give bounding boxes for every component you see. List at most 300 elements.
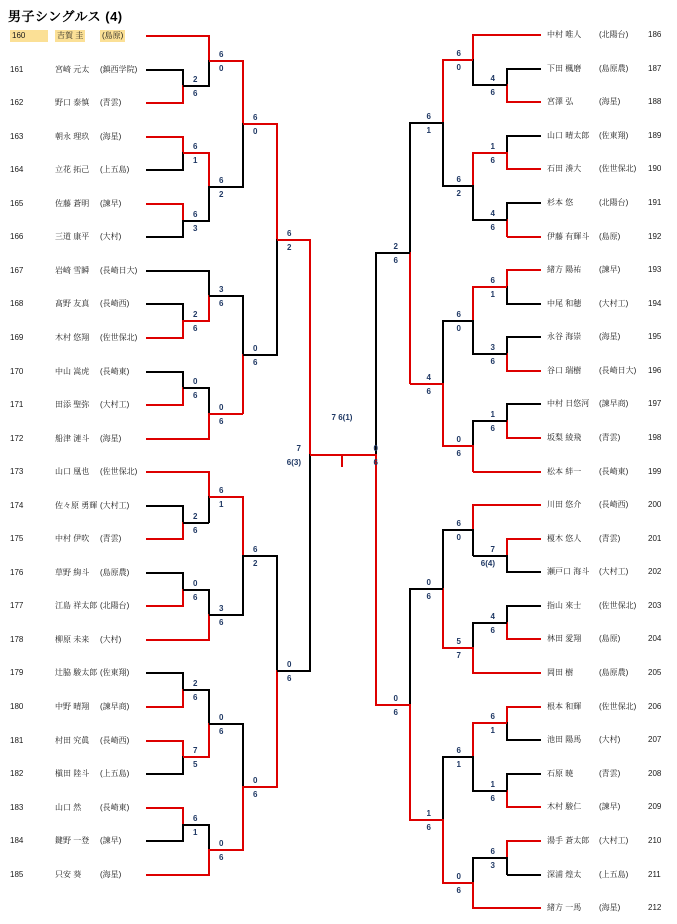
bracket-line (242, 60, 244, 125)
player-number: 198 (648, 433, 662, 442)
match-score: 6 (456, 519, 461, 529)
bracket-line (183, 756, 209, 758)
player-number: 171 (10, 400, 24, 409)
player-club: (佐世保北) (599, 600, 637, 610)
player-number: 166 (10, 232, 24, 242)
bracket-line (442, 756, 444, 821)
match-score: 4 (490, 611, 495, 621)
bracket-line (472, 857, 474, 884)
player-name: 岩崎 雪瞬 (55, 265, 90, 275)
bracket-line (507, 840, 541, 842)
player-club: (佐世保北) (100, 467, 138, 477)
match-score: 6 (490, 357, 495, 366)
bracket-line (209, 614, 243, 616)
match-score: 6 (193, 324, 198, 334)
match-score: 1 (490, 779, 495, 789)
player-name: 瀬戸口 海斗 (547, 567, 590, 577)
match-score: 1 (490, 410, 495, 420)
match-score: 2 (393, 242, 398, 252)
match-score: 1 (219, 500, 224, 510)
bracket-line (473, 504, 541, 506)
bracket-line (443, 445, 473, 447)
bracket-line (243, 123, 277, 125)
bracket-line (183, 220, 209, 222)
bracket-line (146, 303, 183, 305)
match-score: 6 (456, 449, 461, 459)
bracket-line (242, 555, 244, 616)
bracket-line (146, 874, 209, 876)
player-number: 175 (10, 534, 24, 544)
player-name: 草野 絢斗 (55, 567, 90, 577)
bracket-line (208, 186, 210, 222)
match-score: 6 (219, 416, 224, 426)
match-score: 6 (193, 592, 198, 602)
match-score: 6 (219, 486, 224, 496)
bracket-line (507, 538, 541, 540)
player-club: (島原農) (599, 668, 629, 677)
bracket-line (472, 445, 474, 472)
bracket-line (309, 454, 311, 672)
player-club: (青雲) (599, 433, 621, 442)
match-score: 7 (193, 746, 198, 756)
match-score: 1 (193, 156, 198, 166)
player-name: 三道 康平 (55, 232, 90, 242)
bracket-line (409, 252, 411, 384)
bracket-line (472, 756, 474, 792)
bracket-line (473, 219, 507, 221)
bracket-line (209, 849, 243, 851)
bracket-line (409, 588, 411, 706)
bracket-line (506, 857, 508, 876)
match-score: 1 (490, 289, 495, 299)
bracket-line (472, 882, 474, 909)
player-club: (海星) (599, 97, 621, 107)
bracket-line (208, 152, 210, 188)
player-name: 槇田 陸斗 (55, 769, 90, 779)
player-club: (島原) (599, 634, 621, 644)
match-score: 3 (490, 343, 495, 352)
bracket-line (146, 773, 183, 775)
player-number: 207 (648, 735, 662, 745)
match-score: 6 (219, 299, 224, 308)
player-number: 184 (10, 836, 24, 846)
bracket-line (208, 689, 210, 725)
match-score: 3 (490, 860, 495, 870)
player-club: (長崎東) (100, 366, 130, 376)
final-score: 7 6(1) (331, 413, 353, 422)
bracket-line (472, 647, 474, 674)
player-name: 中野 晴翔 (55, 702, 90, 711)
match-score: 7 (296, 444, 301, 453)
player-name: 宮澤 弘 (547, 97, 574, 107)
bracket-line (276, 670, 278, 787)
match-score: 6 (219, 617, 224, 627)
bracket-line (208, 471, 210, 498)
match-score: 1 (426, 126, 431, 136)
player-number: 212 (648, 903, 662, 913)
bracket-line (242, 295, 244, 356)
player-club: (海星) (100, 131, 122, 141)
match-score: 6 (219, 726, 224, 736)
player-number: 161 (10, 64, 24, 74)
player-club: (諫早) (100, 198, 122, 208)
player-name: 立花 拓己 (55, 165, 90, 175)
bracket-line (507, 571, 541, 573)
bracket-line (507, 370, 541, 372)
bracket-line (506, 790, 508, 809)
bracket-line (183, 589, 209, 591)
bracket-line (443, 756, 473, 758)
match-score: 0 (219, 838, 224, 848)
player-name: 杉本 悠 (547, 197, 574, 207)
player-club: (大村) (100, 634, 122, 644)
match-score: 0 (219, 64, 224, 74)
bracket-line (182, 589, 184, 608)
bracket-line (182, 689, 184, 708)
player-number: 168 (10, 299, 24, 309)
match-score: 5 (193, 760, 198, 770)
bracket-line (507, 101, 541, 103)
bracket-line (309, 239, 311, 457)
bracket-line (443, 320, 473, 322)
player-club: (青雲) (100, 98, 122, 108)
bracket-line (506, 353, 508, 372)
player-club: (佐東翔) (100, 668, 130, 678)
player-number: 209 (648, 802, 662, 812)
bracket-line (183, 320, 209, 322)
bracket-line (208, 614, 210, 641)
player-club: (青雲) (100, 534, 122, 544)
match-score: 0 (253, 127, 258, 137)
player-name: 榎木 悠人 (547, 533, 582, 543)
bracket-line (473, 152, 507, 154)
match-score: 6 (193, 693, 198, 703)
bracket-line (507, 403, 541, 405)
bracket-line (507, 437, 541, 439)
match-score: 1 (490, 141, 495, 151)
player-club: (佐東翔) (599, 130, 629, 140)
player-name: 根本 和輝 (547, 701, 582, 711)
bracket-line (182, 522, 184, 541)
match-score: 6 (490, 712, 495, 722)
match-score: 2 (193, 75, 198, 85)
player-name: 山口 然 (55, 802, 82, 812)
bracket-line (507, 336, 541, 338)
match-score: 6 (456, 746, 461, 755)
player-number: 211 (648, 869, 661, 879)
bracket-line (473, 286, 507, 288)
player-number: 167 (10, 265, 24, 275)
player-number: 202 (648, 567, 662, 577)
player-club: (諫早) (599, 802, 621, 812)
bracket-line (146, 740, 183, 742)
bracket-line (473, 353, 507, 355)
player-name: 湯手 蒼太郎 (547, 835, 590, 845)
bracket-line (410, 819, 443, 821)
bracket-line (146, 706, 183, 708)
player-name: 緒方 陽祐 (547, 265, 582, 275)
player-number: 183 (10, 802, 24, 812)
player-name: 野口 泰慎 (55, 98, 90, 108)
bracket-line (182, 756, 184, 775)
match-score: 6 (219, 50, 224, 60)
bracket-line (183, 152, 209, 154)
player-club: (諫早商) (100, 702, 130, 711)
match-score: 0 (193, 377, 198, 387)
match-score: 0 (456, 435, 461, 445)
match-score: 6(4) (480, 558, 495, 568)
match-score: 0 (426, 578, 431, 588)
bracket-line (243, 786, 277, 788)
player-number: 199 (648, 466, 662, 476)
player-club: (大村工) (599, 298, 629, 308)
bracket-line (443, 882, 473, 884)
player-name: 田添 聖弥 (55, 400, 90, 409)
bracket-line (473, 555, 507, 557)
bracket-line (242, 354, 244, 415)
player-number: 196 (648, 365, 662, 375)
bracket-line (208, 589, 210, 616)
player-number: 203 (648, 600, 662, 610)
match-score: 3 (193, 223, 198, 233)
player-club: (島原農) (100, 567, 130, 577)
bracket-line (146, 371, 183, 373)
player-name: 永谷 海崇 (547, 332, 582, 342)
match-score: 0 (219, 712, 224, 722)
match-score: 0 (456, 323, 461, 333)
bracket-line (442, 122, 444, 187)
player-club: (佐世保北) (599, 701, 637, 711)
bracket-line (472, 722, 474, 758)
match-score: 0 (193, 578, 198, 588)
match-score: 6 (490, 222, 495, 232)
player-club: (青雲) (599, 768, 621, 778)
bracket-line (507, 874, 541, 876)
player-name: 木村 悠翔 (55, 333, 90, 342)
bracket-line (409, 122, 411, 254)
player-club: (長崎日大) (599, 365, 637, 375)
player-name: 鍵野 一登 (55, 836, 90, 846)
player-number: 197 (648, 399, 662, 409)
player-number: 191 (648, 197, 662, 207)
bracket-line (472, 320, 474, 356)
bracket-line (209, 295, 243, 297)
player-name: 緒方 一馬 (547, 903, 582, 913)
player-name: 下田 楓磨 (547, 63, 582, 73)
bracket-line (209, 413, 243, 415)
player-club: (上五島) (599, 869, 629, 879)
bracket-line (409, 704, 411, 821)
player-club: (島原) (599, 231, 621, 241)
match-score: 0 (253, 343, 258, 353)
player-number: 206 (648, 701, 662, 711)
match-score: 6 (490, 155, 495, 165)
player-number: 190 (648, 164, 662, 174)
match-score: 6 (490, 88, 495, 98)
match-score: 0 (456, 63, 461, 73)
player-name: 辻脇 駿太郎 (55, 668, 98, 678)
bracket-line (473, 722, 507, 724)
bracket-line (507, 202, 541, 204)
bracket-line (507, 68, 541, 70)
player-name: 中尾 和穂 (547, 298, 582, 308)
match-score: 3 (219, 285, 224, 294)
match-score: 2 (253, 559, 258, 569)
player-number: 170 (10, 366, 24, 376)
bracket-line (146, 270, 209, 272)
player-name: 村田 究眞 (55, 735, 90, 745)
bracket-line (182, 220, 184, 239)
player-number: 177 (10, 601, 24, 611)
match-score: 5 (456, 636, 461, 646)
bracket-line (472, 152, 474, 188)
bracket-line (183, 824, 209, 826)
player-name: 髙野 友真 (55, 299, 90, 309)
match-score: 6 (426, 823, 431, 832)
bracket-line (146, 840, 183, 842)
player-club: (長崎西) (100, 735, 130, 745)
player-club: (長崎西) (100, 299, 130, 309)
player-club: (北陽台) (100, 601, 130, 611)
bracket-line (182, 152, 184, 171)
match-score: 4 (490, 208, 495, 218)
player-club: (長崎西) (599, 500, 629, 510)
bracket-line (243, 555, 277, 557)
bracket-line (507, 773, 541, 775)
player-name: 宮崎 元太 (55, 64, 90, 74)
player-number: 179 (10, 668, 24, 678)
match-score: 6 (490, 275, 495, 285)
player-number: 195 (648, 332, 662, 342)
player-club: (大村) (599, 735, 621, 745)
bracket-line (507, 605, 541, 607)
player-number: 194 (648, 298, 662, 308)
bracket-line (507, 269, 541, 271)
player-number: 185 (10, 869, 24, 879)
match-score: 6 (456, 309, 461, 319)
player-number: 192 (648, 231, 662, 241)
bracket-line (442, 588, 444, 649)
bracket-line (443, 529, 473, 531)
player-number: 210 (648, 835, 662, 845)
match-score: 0 (456, 871, 461, 881)
match-score: 6 (287, 228, 292, 238)
match-score: 6 (456, 49, 461, 59)
bracket-line (146, 807, 183, 809)
player-club: (諫早) (599, 265, 621, 275)
match-score: 1 (193, 827, 198, 837)
match-score: 6 (426, 386, 431, 396)
player-number: 181 (10, 735, 24, 745)
match-score: 3 (219, 603, 224, 613)
bracket-line (507, 303, 541, 305)
match-score: 2 (193, 679, 198, 689)
bracket-line (506, 152, 508, 171)
player-name: 深浦 煌太 (547, 869, 582, 879)
bracket-line (182, 320, 184, 339)
match-score: 2 (287, 242, 292, 252)
bracket-line (442, 819, 444, 884)
page-title: 男子シングルス (4) (8, 9, 123, 24)
player-number: 186 (648, 30, 662, 39)
player-club: (上五島) (100, 165, 130, 175)
player-club: (長崎東) (599, 466, 629, 476)
bracket-line (473, 790, 507, 792)
bracket-line (472, 286, 474, 322)
player-name: 中村 日悠河 (547, 399, 590, 409)
match-score: 6 (490, 424, 495, 434)
bracket-line (242, 496, 244, 557)
bracket-line (310, 454, 342, 456)
player-club: (北陽台) (599, 30, 629, 39)
player-name: 岡田 樹 (547, 668, 574, 677)
match-score: 6 (456, 885, 461, 895)
bracket-line (183, 522, 209, 524)
player-name: 林田 愛翔 (547, 634, 582, 644)
bracket-line (146, 572, 183, 574)
player-number: 174 (10, 500, 24, 510)
player-number: 182 (10, 769, 24, 779)
player-club: (鎮西学院) (100, 64, 138, 74)
match-score: 0 (393, 693, 398, 703)
bracket-line (473, 907, 541, 909)
player-name: 石原 暁 (547, 768, 574, 778)
match-score: 6 (373, 458, 378, 467)
match-score: 6 (193, 391, 198, 401)
bracket-line (208, 295, 210, 322)
bracket-line (507, 638, 541, 640)
match-score: 6(3) (286, 458, 301, 467)
match-score: 6 (193, 525, 198, 535)
player-club: (青雲) (599, 533, 621, 543)
match-score: 1 (426, 809, 431, 818)
bracket-line (375, 252, 377, 456)
player-number: 176 (10, 567, 24, 577)
player-number: 178 (10, 634, 24, 644)
bracket-line (442, 59, 444, 124)
bracket-line (277, 670, 310, 672)
player-name: 吉賀 圭 (57, 31, 84, 40)
bracket-line (208, 413, 210, 440)
match-score: 6 (193, 813, 198, 823)
player-name: 朝永 理玖 (55, 131, 90, 141)
bracket-line (209, 496, 243, 498)
bracket-line (242, 786, 244, 851)
player-club: (佐世保北) (599, 164, 637, 174)
bracket-line (472, 34, 474, 61)
player-name: 池田 陽馬 (547, 735, 582, 745)
bracket-line (208, 824, 210, 851)
bracket-line (208, 60, 210, 87)
bracket-line (209, 723, 243, 725)
player-name: 木村 駿仁 (547, 802, 582, 812)
match-score: 7 (456, 650, 461, 660)
player-name: 石田 湊大 (547, 164, 582, 174)
bracket-line (506, 555, 508, 574)
bracket-line (473, 672, 541, 674)
match-score: 6 (219, 852, 224, 862)
bracket-line (443, 647, 473, 649)
player-number: 163 (10, 131, 24, 141)
bracket-line (375, 454, 377, 706)
bracket-line (472, 420, 474, 447)
bracket-line (507, 236, 541, 238)
player-club: (大村工) (100, 400, 130, 409)
player-name: 松本 絆一 (547, 466, 582, 476)
bracket-line (506, 420, 508, 439)
match-score: 0 (253, 775, 258, 785)
bracket-line (443, 59, 473, 61)
